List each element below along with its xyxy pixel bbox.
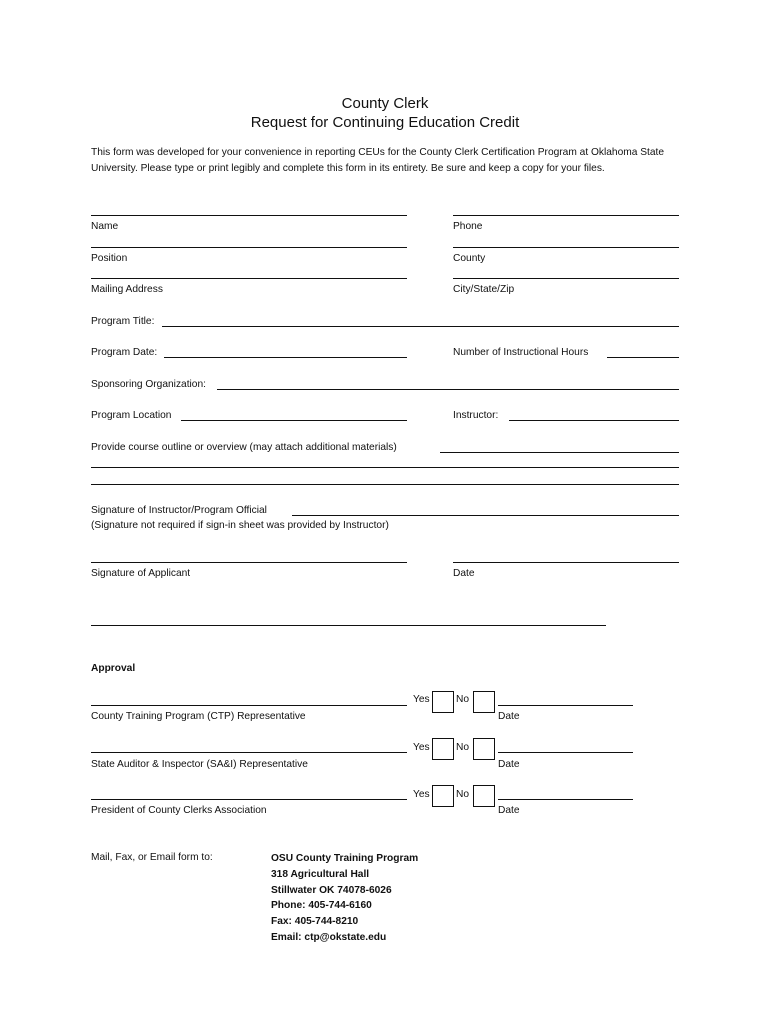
ctp-no-label: No <box>456 694 470 705</box>
course-outline-label: Provide course outline or overview (may attach additional materials) <box>91 442 397 453</box>
ctp-no-checkbox[interactable] <box>473 691 495 713</box>
instructional-hours-line[interactable] <box>607 357 679 358</box>
approval-heading: Approval <box>91 663 136 674</box>
address-line-org: OSU County Training Program <box>271 853 419 864</box>
name-label: Name <box>91 221 119 232</box>
sponsoring-org-label: Sponsoring Organization: <box>91 379 206 390</box>
course-outline-line-2[interactable] <box>91 467 679 468</box>
sai-no-checkbox[interactable] <box>473 738 495 760</box>
program-title-label: Program Title: <box>91 316 155 327</box>
instructor-label: Instructor: <box>453 410 499 421</box>
sig-date-line[interactable] <box>453 562 679 563</box>
address-line-fax: Fax: 405-744-8210 <box>271 916 359 928</box>
sig-instructor-label: Signature of Instructor/Program Official <box>91 505 267 516</box>
address-line-city: Stillwater OK 74078-6026 <box>271 884 392 896</box>
mailing-address-block <box>271 851 418 946</box>
phone-label: Phone <box>453 221 483 232</box>
form-title: County Clerk <box>341 95 429 112</box>
program-date-line[interactable] <box>164 357 407 358</box>
sig-applicant-label: Signature of Applicant <box>91 568 191 579</box>
ctp-rep-label: County Training Program (CTP) Representative <box>91 711 306 722</box>
county-line[interactable] <box>453 247 679 248</box>
program-title-line[interactable] <box>162 326 679 327</box>
president-label: President of County Clerks Association <box>91 805 267 816</box>
president-yes-label: Yes <box>413 789 430 800</box>
sig-note: (Signature not required if sign-in sheet was provided by Instructor) <box>91 520 389 531</box>
county-label: County <box>453 253 486 264</box>
sig-applicant-line[interactable] <box>91 562 407 563</box>
mailing-address-line[interactable] <box>91 278 407 279</box>
president-no-label: No <box>456 789 470 800</box>
instructional-hours-label: Number of Instructional Hours <box>453 347 589 358</box>
position-label: Position <box>91 253 128 264</box>
sig-instructor-line[interactable] <box>292 515 679 516</box>
sai-yes-label: Yes <box>413 742 430 753</box>
president-date-label: Date <box>498 805 520 816</box>
mail-to-label: Mail, Fax, or Email form to: <box>91 852 213 863</box>
sai-date-line[interactable] <box>498 752 633 753</box>
course-outline-line-3[interactable] <box>91 484 679 485</box>
city-state-zip-line[interactable] <box>453 278 679 279</box>
ctp-signature-line[interactable] <box>91 705 407 706</box>
program-location-line[interactable] <box>181 420 407 421</box>
sai-yes-checkbox[interactable] <box>432 738 454 760</box>
intro-paragraph: This form was developed for your convenience in reporting CEUs for the County Clerk Certification Program at Oklahoma State University. Please type or print legibly and complete this form in its entirety. Be sure and keep a copy for your files. <box>91 147 665 174</box>
program-location-label: Program Location <box>91 410 172 421</box>
sponsoring-org-line[interactable] <box>217 389 679 390</box>
mailing-address-label: Mailing Address <box>91 284 163 295</box>
address-line-street: 318 Agricultural Hall <box>271 868 370 880</box>
sai-rep-label: State Auditor & Inspector (SA&I) Representative <box>91 759 308 770</box>
address-line-phone: Phone: 405-744-6160 <box>271 900 372 912</box>
president-date-line[interactable] <box>498 799 633 800</box>
president-yes-checkbox[interactable] <box>432 785 454 807</box>
address-line-email: Email: ctp@okstate.edu <box>271 931 387 943</box>
program-date-label: Program Date: <box>91 347 158 358</box>
name-line[interactable] <box>91 215 407 216</box>
form-subtitle: Request for Continuing Education Credit <box>250 114 520 131</box>
city-state-zip-label: City/State/Zip <box>453 284 515 295</box>
ctp-date-label: Date <box>498 711 520 722</box>
sig-date-label: Date <box>453 568 475 579</box>
ctp-yes-checkbox[interactable] <box>432 691 454 713</box>
president-no-checkbox[interactable] <box>473 785 495 807</box>
instructor-line[interactable] <box>509 420 679 421</box>
ctp-date-line[interactable] <box>498 705 633 706</box>
sai-signature-line[interactable] <box>91 752 407 753</box>
sai-no-label: No <box>456 742 470 753</box>
ctp-yes-label: Yes <box>413 694 430 705</box>
section-divider <box>91 625 606 626</box>
president-signature-line[interactable] <box>91 799 407 800</box>
sai-date-label: Date <box>498 759 520 770</box>
position-line[interactable] <box>91 247 407 248</box>
course-outline-line-1[interactable] <box>440 452 679 453</box>
phone-line[interactable] <box>453 215 679 216</box>
